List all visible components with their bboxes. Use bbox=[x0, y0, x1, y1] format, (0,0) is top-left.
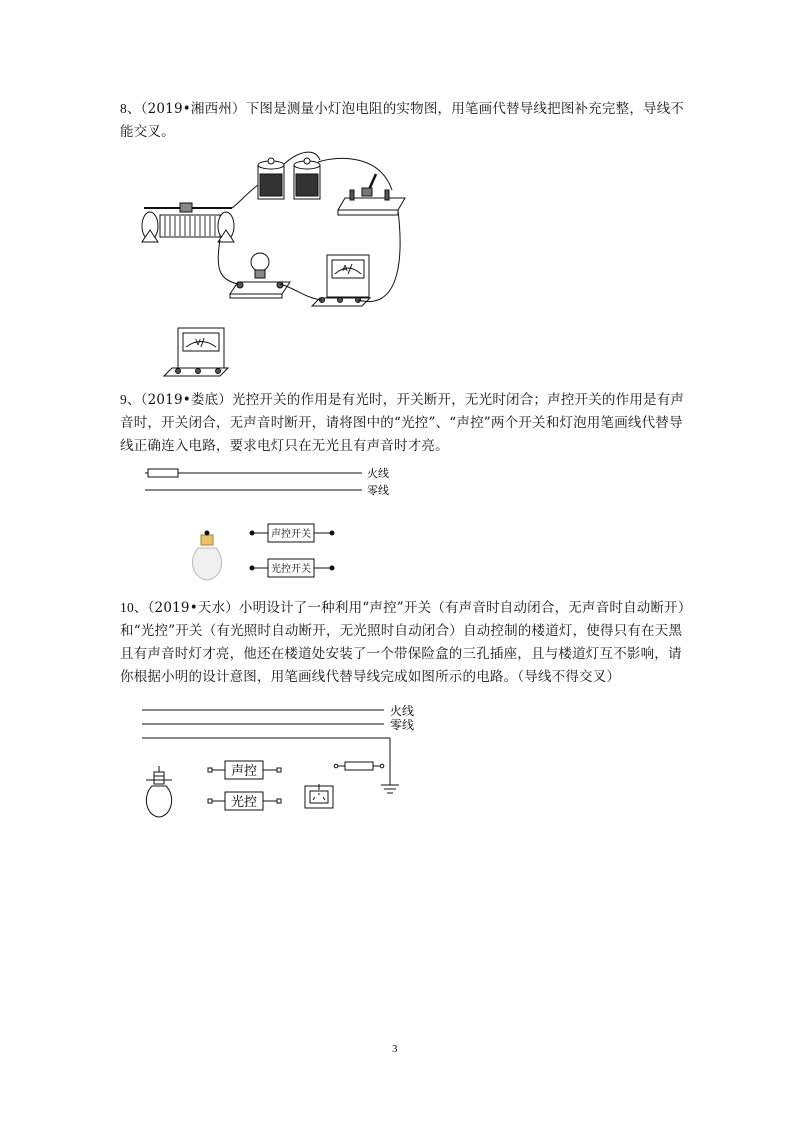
bulb-on-base bbox=[230, 253, 290, 298]
neutral-wire-label: 零线 bbox=[390, 718, 415, 732]
live-wire-label: 火线 bbox=[390, 704, 415, 718]
live-wire-label: 火线 bbox=[367, 467, 389, 480]
q8-circuit-figure bbox=[140, 150, 420, 380]
light-switch-label: 光控 bbox=[230, 795, 258, 810]
bulb bbox=[146, 766, 172, 817]
question-source: （2019•湘西州） bbox=[140, 101, 246, 117]
question-number: 10、 bbox=[120, 600, 148, 615]
question-text: 小明设计了一种利用“声控”开关（有声音时自动闭合，无声音时自动断开）和“光控”开关（有光照时自动断开，无光照时自动闭合）自动控制的楼道灯，使得只有在天黑且有声音时灯才亮，他还在楼道处安装了一个带保险盒的三孔插座，且与楼道灯互不影响，请你根据小明的设计意图，用笔画线代替导线完成如图所示的电路。（导线不得交叉） bbox=[120, 600, 685, 685]
rheostat bbox=[142, 203, 234, 242]
question-text: 光控开关的作用是有光时，开关断开，无光时闭合；声控开关的作用是有声音时，开关闭合，无声音时断开，请将图中的“光控”、“声控”两个开关和灯泡用笔画线代替导线正确连入电路，要求电灯只在无光且有声音时才亮。 bbox=[120, 392, 685, 454]
voltmeter bbox=[164, 328, 228, 376]
question-9 bbox=[120, 388, 690, 458]
question-10 bbox=[120, 596, 690, 689]
bulb bbox=[192, 531, 221, 580]
question-source: （2019•天水） bbox=[147, 600, 239, 616]
sound-switch-label: 声控开关 bbox=[271, 529, 311, 540]
ammeter-label: A bbox=[342, 264, 348, 273]
question-text: 下图是测量小灯泡电阻的实物图，用笔画代替导线把图补充完整，导线不能交叉。 bbox=[120, 101, 685, 140]
light-switch-label: 光控开关 bbox=[271, 564, 311, 575]
fuse bbox=[148, 469, 178, 477]
voltmeter-label: V bbox=[195, 338, 201, 347]
fuse-box bbox=[345, 762, 373, 770]
battery-1 bbox=[258, 158, 284, 199]
sound-switch-label: 声控 bbox=[230, 764, 258, 779]
battery-2 bbox=[294, 158, 320, 199]
q10-circuit-figure bbox=[140, 700, 430, 828]
ammeter bbox=[312, 255, 370, 306]
page-number: 3 bbox=[392, 1043, 398, 1055]
question-source: （2019•娄底） bbox=[140, 392, 233, 408]
question-number: 9、 bbox=[120, 392, 141, 407]
question-number: 8、 bbox=[120, 101, 141, 116]
knife-switch bbox=[338, 174, 405, 215]
question-8 bbox=[120, 97, 690, 144]
q9-circuit-figure bbox=[140, 460, 410, 585]
neutral-wire-label: 零线 bbox=[367, 484, 389, 497]
three-hole-socket bbox=[305, 784, 333, 808]
